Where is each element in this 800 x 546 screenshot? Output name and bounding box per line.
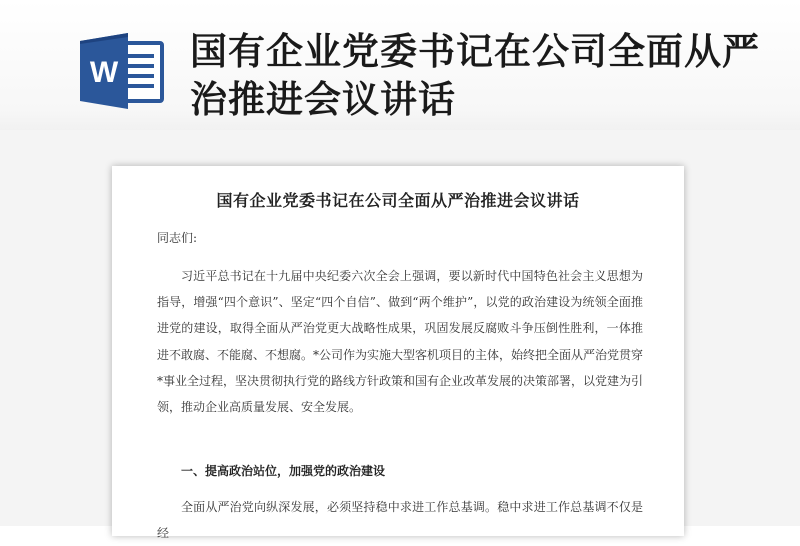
document-title: 国有企业党委书记在公司全面从严治推进会议讲话	[216, 191, 580, 210]
header-banner	[0, 0, 800, 130]
salutation: 同志们:	[157, 231, 198, 245]
word-document-icon	[78, 33, 168, 109]
page-title: 国有企业党委书记在公司全面从严治推进会议讲话	[190, 30, 760, 121]
document-page	[112, 166, 684, 541]
word-icon-letter: W	[89, 56, 119, 89]
body-paragraph: 全面从严治党向纵深发展，必须坚持稳中求进工作总基调。稳中求进工作总基调不仅是经	[157, 500, 643, 541]
section-heading: 一、提高政治站位，加强党的政治建设	[181, 464, 386, 478]
body-paragraph: 习近平总书记在十九届中央纪委六次全会上强调，要以新时代中国特色社会主义思想为指导，增强“四个意识”、坚定“四个自信”、做到“两个维护”，以党的政治建设为统领全面推进党的建设，取得全面从严治党更大战略性成果，巩固发展反腐败斗争压倒性胜利，一体推进不敢腐、不能腐、不想腐。*公司作为实施大型客机项目的主体，始终把全面从严治党贯穿*事业全过程，坚决贯彻执行党的路线方针政策和国有企业改革发展的决策部署，以党建为引领，推动企业高质量发展、安全发展。	[157, 269, 644, 415]
